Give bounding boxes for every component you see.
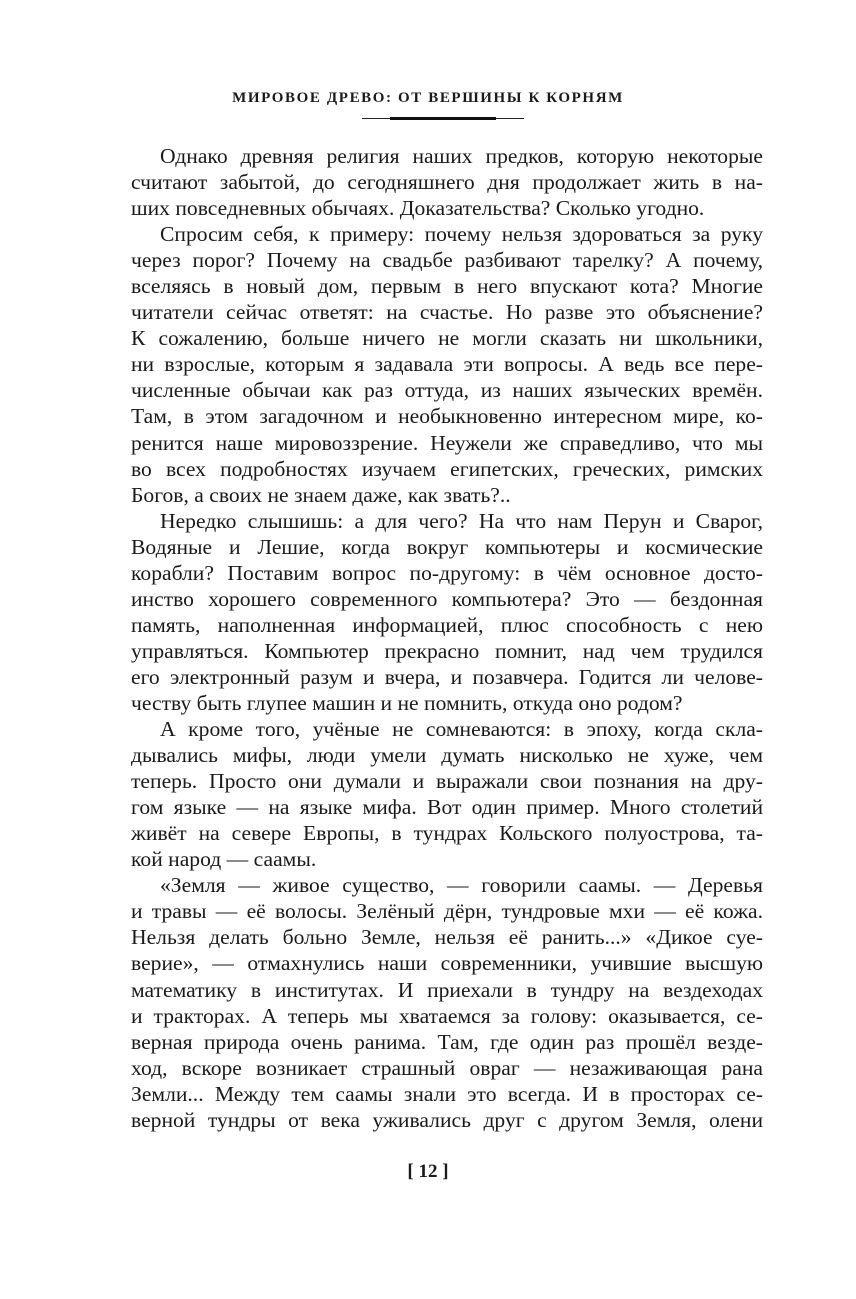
text-line: инство хорошего современного компьютера? Это — бездонная: [131, 586, 763, 611]
text-line: ших повседневных обычаях. Доказательства? Сколько угодно.: [131, 196, 705, 221]
text-line: и тракторах. А теперь мы хватаемся за голову: оказывается, се-: [131, 1003, 763, 1028]
text-line: ход, вскоре возникает страшный овраг — незаживающая рана: [131, 1055, 763, 1080]
text-line: ни взрослые, которым я задавала эти вопросы. А ведь все пере-: [131, 352, 763, 377]
text-line: А кроме того, учёные не сомневаются: в эпоху, когда скла-: [160, 717, 763, 742]
text-line: Водяные и Лешие, когда вокруг компьютеры и космические: [131, 534, 763, 559]
text-line: управляться. Компьютер прекрасно помнит, над чем трудился: [131, 638, 763, 663]
text-line: «Земля — живое существо, — говорили саамы. — Деревья: [160, 873, 763, 898]
text-line: математику в институтах. И приехали в тундру на вездеходах: [131, 977, 763, 1002]
text-line: дывались мифы, люди умели думать нисколько не хуже, чем: [131, 743, 763, 768]
text-line: Там, в этом загадочном и необыкновенно интересном мире, ко-: [131, 404, 763, 429]
text-line: численные обычаи как раз оттуда, из наших языческих времён.: [131, 378, 763, 403]
text-line: и травы — её волосы. Зелёный дёрн, тундровые мхи — её кожа.: [131, 899, 763, 924]
text-line: гом языке — на языке мифа. Вот один пример. Много столетий: [131, 795, 763, 820]
text-line: его электронный разум и вчера, и позавчера. Годится ли челове-: [131, 664, 763, 689]
text-line: теперь. Просто они думали и выражали свои познания на дру-: [131, 769, 763, 794]
text-line: вселяясь в новый дом, первым в него впускают кота? Многие: [131, 274, 763, 299]
text-line: живёт на севере Европы, в тундрах Кольского полуострова, та-: [131, 821, 763, 846]
text-line: читатели сейчас ответят: на счастье. Но разве это объяснение?: [131, 300, 763, 325]
text-line: Однако древняя религия наших предков, которую некоторые: [160, 144, 763, 168]
text-line: считают забытой, до сегодняшнего дня продолжает жить в на-: [131, 170, 763, 195]
text-line: верной тундры от века уживались друг с другом Земля, олени: [131, 1107, 763, 1132]
page-number: [ 12 ]: [407, 1161, 449, 1182]
text-line: память, наполненная информацией, плюс способность с нею: [131, 612, 763, 637]
text-line: верная природа очень ранима. Там, где один раз прошёл везде-: [131, 1029, 763, 1054]
text-line: Нередко слышишь: а для чего? На что нам Перун и Сварог,: [160, 508, 763, 533]
text-line: корабли? Поставим вопрос по-другому: в чём основное досто-: [131, 560, 763, 585]
text-line: во всех подробностях изучаем египетских, греческих, римских: [131, 456, 763, 481]
text-line: Земли... Между тем саамы знали это всегда. И в просторах се-: [131, 1081, 763, 1106]
text-line: Спросим себя, к примеру: почему нельзя здороваться за руку: [160, 222, 763, 247]
body-text: [131, 143, 763, 1133]
text-line: верие», — отмахнулись наши современники, учившие высшую: [131, 951, 763, 976]
text-line: Богов, а своих не знаем даже, как звать?..: [131, 482, 511, 507]
text-line: кой народ — саамы.: [131, 847, 317, 872]
header-rule-accent: [390, 117, 496, 120]
text-line: через порог? Почему на свадьбе разбивают тарелку? А почему,: [131, 248, 763, 273]
text-line: Нельзя делать больно Земле, нельзя её ранить...» «Дикое суе-: [131, 925, 763, 950]
running-header-title: МИРОВОЕ ДРЕВО: ОТ ВЕРШИНЫ К КОРНЯМ: [232, 90, 624, 106]
text-line: честву быть глупее машин и не помнить, откуда оно родом?: [131, 690, 683, 715]
text-line: ренится наше мировоззрение. Неужели же справедливо, что мы: [131, 430, 763, 455]
text-line: К сожалению, больше ничего не могли сказать ни школьники,: [131, 326, 763, 351]
